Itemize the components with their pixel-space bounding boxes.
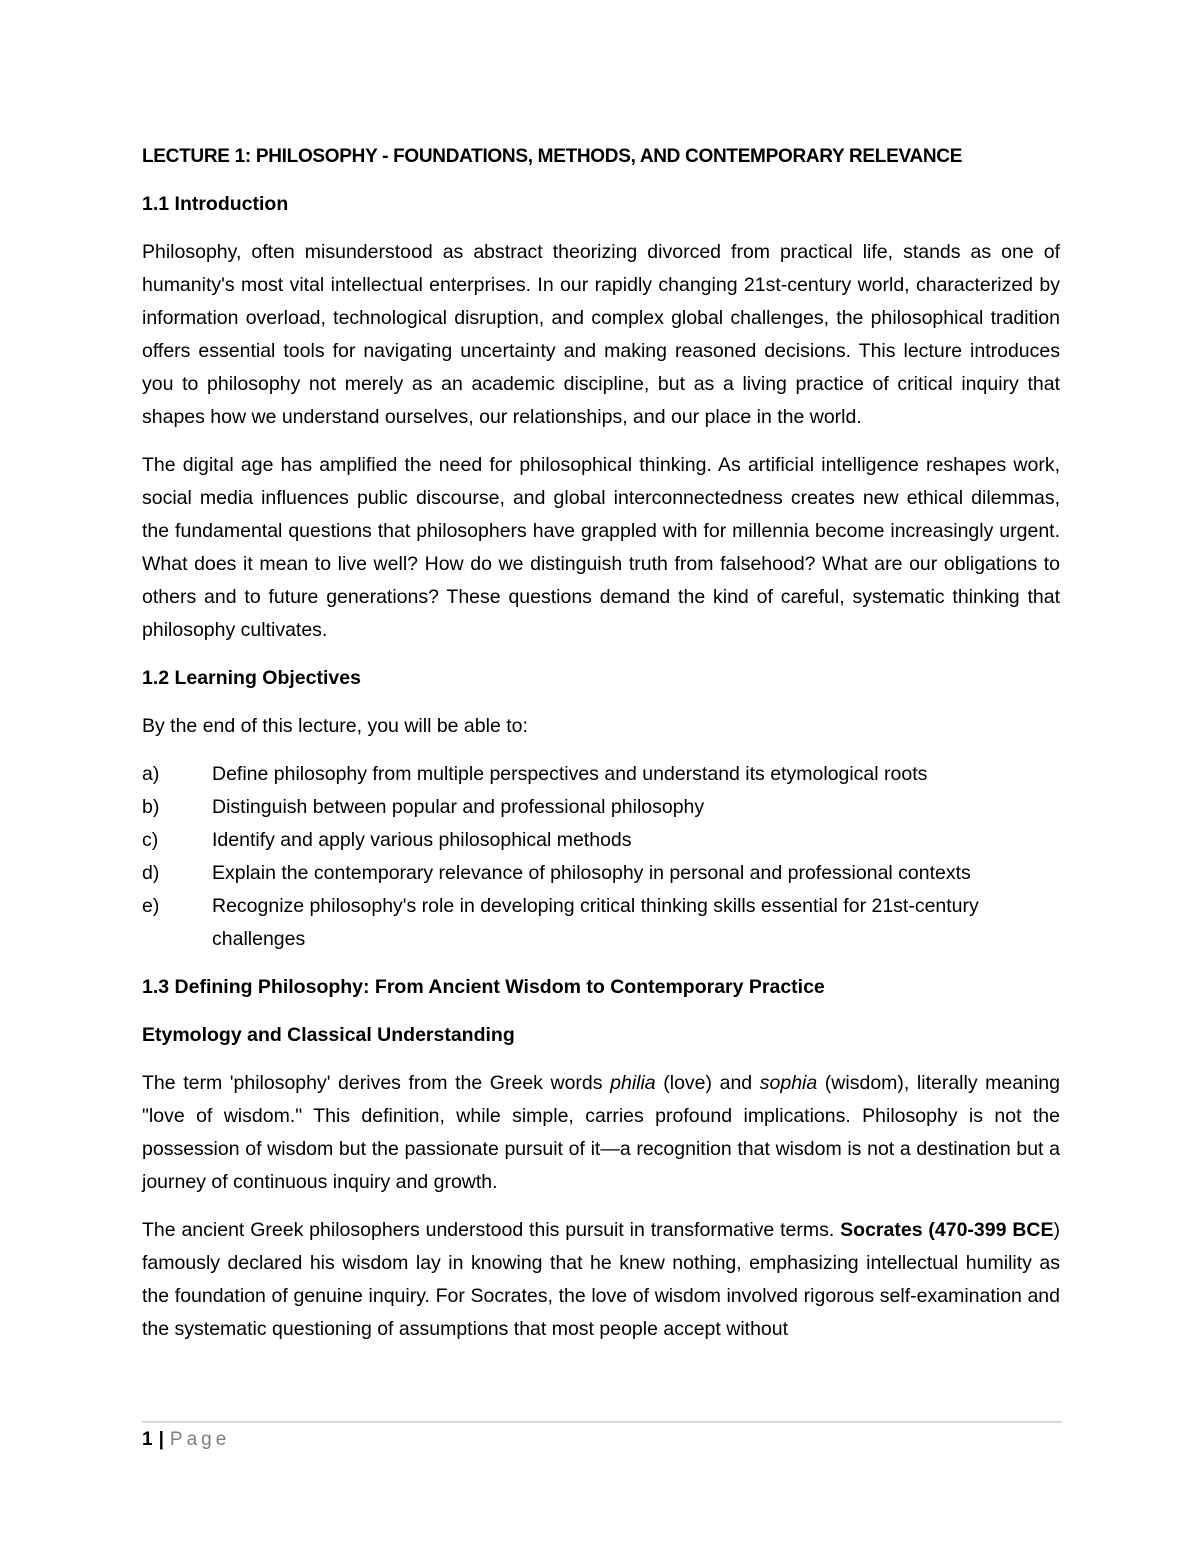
section-heading-introduction: 1.1 Introduction — [142, 193, 289, 215]
list-item-text: Recognize philosophy's role in developing critical thinking skills essential for 21st-century challenges — [212, 895, 979, 950]
list-item — [142, 758, 1060, 791]
paragraph: The digital age has amplified the need for philosophical thinking. As artificial intelligence reshapes work, social media influences public discourse, and global interconnectedness creates new ethical dilemmas, the fundamental questions that philosophers have grappled with for millennia become increasingly urgent. What does it mean to live well? How do we distinguish truth from falsehood? What are our obligations to others and to future generations? These questions demand the kind of careful, systematic thinking that philosophy cultivates. — [142, 454, 1060, 641]
paragraph: The term 'philosophy' derives from the Greek words philia (love) and sophia (wisdom), literally meaning "love of wisdom." This definition, while simple, carries profound implications. Philosophy is not the possession of wisdom but the passionate pursuit of it—a recognition that wisdom is not a destination but a journey of continuous inquiry and growth. — [142, 1072, 1060, 1193]
list-item-text: Identify and apply various philosophical methods — [212, 829, 632, 851]
term-philia: philia — [610, 1072, 656, 1094]
footer-divider — [142, 1421, 1062, 1423]
list-marker: e) — [142, 895, 160, 917]
list-marker: d) — [142, 862, 160, 884]
section-heading-learning-objectives: 1.2 Learning Objectives — [142, 667, 361, 689]
list-marker: a) — [142, 763, 160, 785]
paragraph: The ancient Greek philosophers understood this pursuit in transformative terms. Socrates (470-399 BCE) famously declared his wisdom lay in knowing that he knew nothing, emphasizing intellectual humility as the foundation of genuine inquiry. For Socrates, the love of wisdom involved rigorous self-examination and the systematic questioning of assumptions that most people accept without — [142, 1219, 1060, 1340]
term-sophia: sophia — [759, 1072, 818, 1094]
footer-separator: | — [158, 1429, 164, 1450]
page-number: 1 — [142, 1429, 153, 1450]
list-item-text: Explain the contemporary relevance of philosophy in personal and professional contexts — [212, 862, 971, 884]
page-content — [142, 140, 1060, 1361]
subheading-etymology: Etymology and Classical Understanding — [142, 1024, 515, 1046]
list-item — [142, 857, 1060, 890]
list-item — [142, 791, 1060, 824]
list-item-text: Distinguish between popular and professional philosophy — [212, 796, 705, 818]
page-footer — [142, 1426, 230, 1454]
list-marker: b) — [142, 796, 160, 818]
paragraph: By the end of this lecture, you will be able to: — [142, 715, 528, 737]
page-label: Page — [169, 1429, 231, 1450]
section-heading-defining-philosophy: 1.3 Defining Philosophy: From Ancient Wisdom to Contemporary Practice — [142, 976, 825, 998]
objectives-list — [142, 758, 1060, 956]
lecture-title: LECTURE 1: PHILOSOPHY - FOUNDATIONS, METHODS, AND CONTEMPORARY RELEVANCE — [142, 146, 963, 167]
name-socrates: Socrates (470-399 BCE — [840, 1219, 1054, 1241]
list-item — [142, 890, 1060, 956]
list-item — [142, 824, 1060, 857]
paragraph: Philosophy, often misunderstood as abstract theorizing divorced from practical life, stands as one of humanity's most vital intellectual enterprises. In our rapidly changing 21st-century world, characterized by information overload, technological disruption, and complex global challenges, the philosophical tradition offers essential tools for navigating uncertainty and making reasoned decisions. This lecture introduces you to philosophy not merely as an academic discipline, but as a living practice of critical inquiry that shapes how we understand ourselves, our relationships, and our place in the world. — [142, 241, 1060, 428]
list-marker: c) — [142, 829, 159, 851]
list-item-text: Define philosophy from multiple perspectives and understand its etymological roots — [212, 763, 928, 785]
